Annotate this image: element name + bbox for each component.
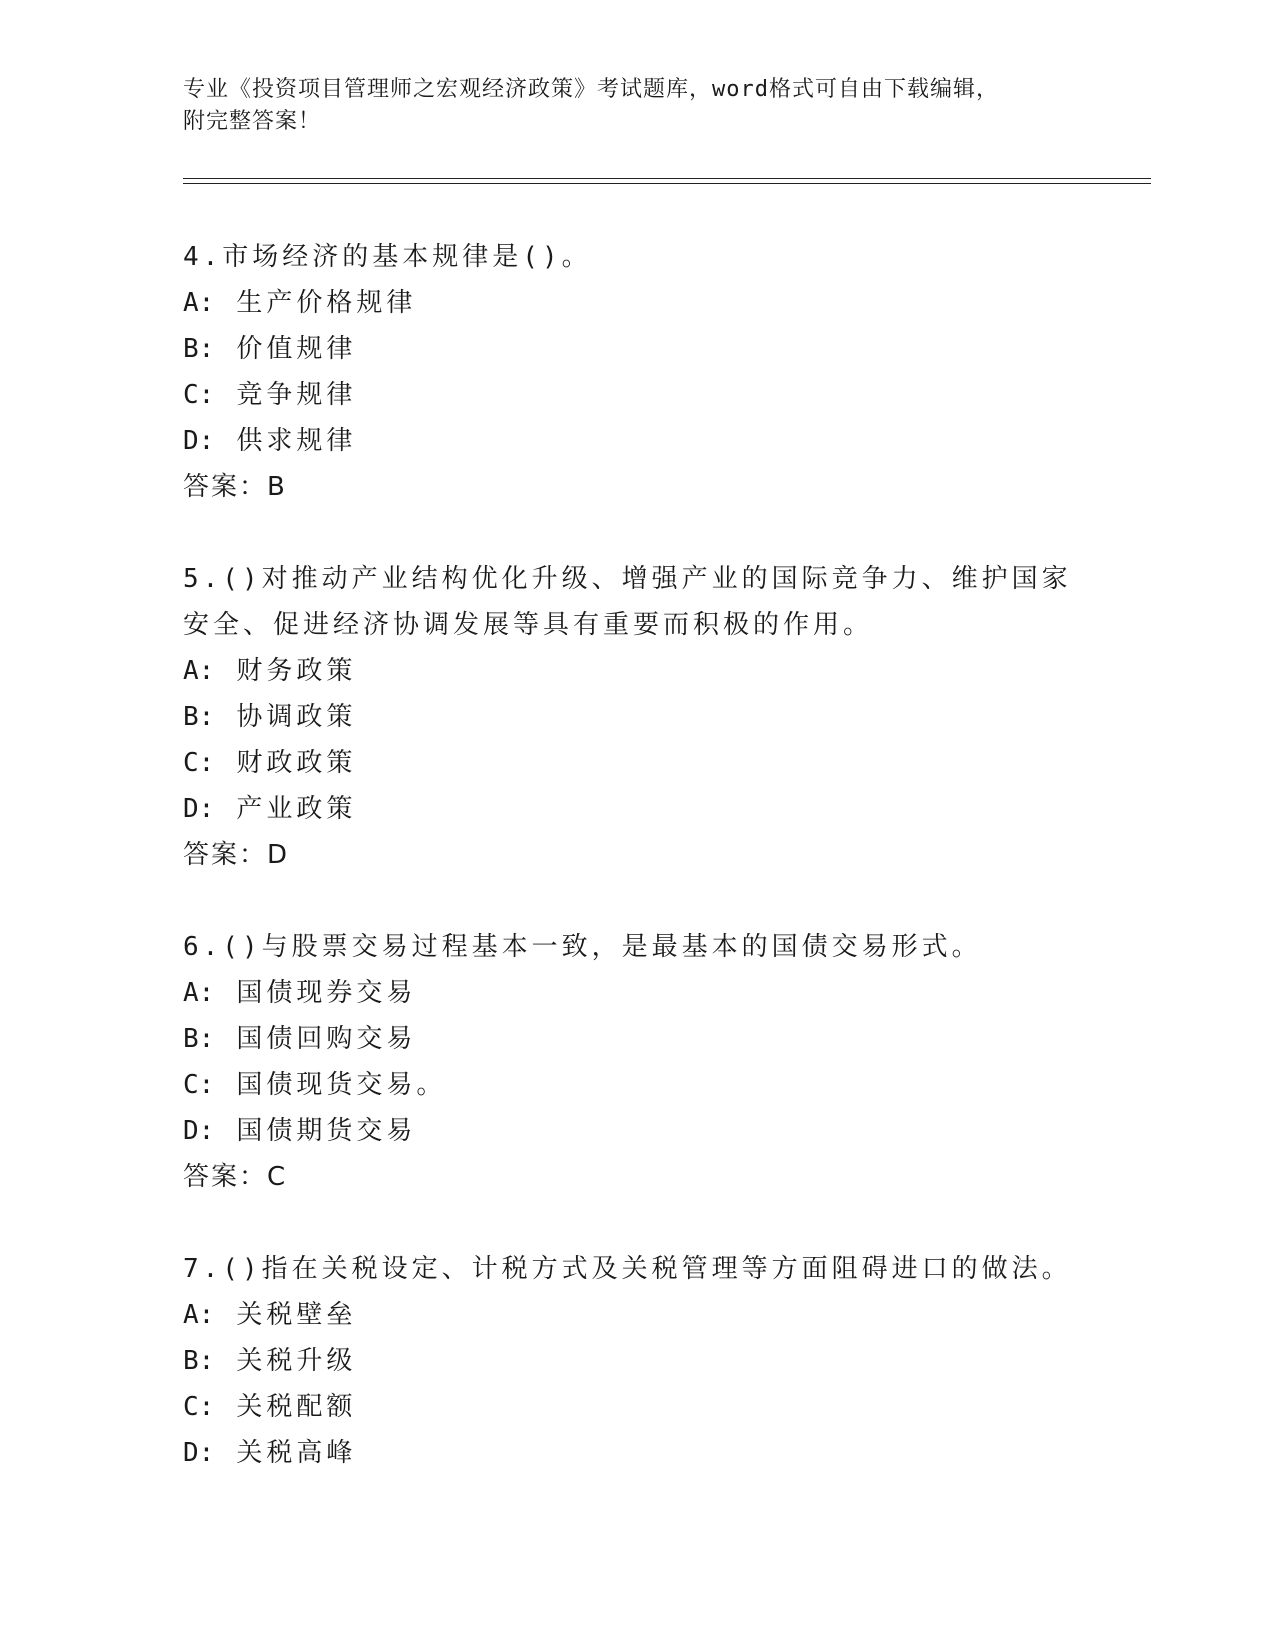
option-letter: D:	[183, 1438, 215, 1468]
option-text: 竞争规律	[236, 380, 357, 410]
option-letter: A:	[183, 288, 215, 318]
question-list	[183, 234, 1083, 1522]
header-line-1: 专业《投资项目管理师之宏观经济政策》考试题库，word格式可自由下载编辑，	[183, 77, 999, 102]
question-5	[183, 556, 1083, 878]
question-text: 5.()对推动产业结构优化升级、增强产业的国际竞争力、维护国家安全、促进经济协调发展等具有重要而积极的作用。	[183, 564, 1072, 640]
option-c	[183, 740, 1083, 786]
option-text: 生产价格规律	[236, 288, 417, 318]
option-c	[183, 372, 1083, 418]
header-line-2: 附完整答案！	[183, 109, 322, 134]
option-letter: D:	[183, 426, 215, 456]
question-text: 4.市场经济的基本规律是()。	[183, 242, 592, 272]
option-letter: B:	[183, 1346, 215, 1376]
answer: 答案：D	[183, 840, 290, 870]
option-a	[183, 648, 1083, 694]
option-text: 关税配额	[236, 1392, 357, 1422]
option-letter: D:	[183, 794, 215, 824]
option-letter: C:	[183, 380, 215, 410]
document-header	[183, 74, 1083, 138]
question-6	[183, 924, 1083, 1200]
option-text: 产业政策	[236, 794, 357, 824]
option-letter: B:	[183, 702, 215, 732]
option-text: 供求规律	[236, 426, 357, 456]
option-text: 价值规律	[236, 334, 357, 364]
option-text: 国债现货交易。	[236, 1070, 447, 1100]
option-d	[183, 786, 1083, 832]
option-letter: B:	[183, 334, 215, 364]
option-text: 关税壁垒	[236, 1300, 357, 1330]
option-letter: C:	[183, 748, 215, 778]
option-text: 财务政策	[236, 656, 357, 686]
header-divider-top	[183, 178, 1151, 179]
option-text: 关税升级	[236, 1346, 357, 1376]
option-text: 财政政策	[236, 748, 357, 778]
option-letter: D:	[183, 1116, 215, 1146]
question-text: 7.()指在关税设定、计税方式及关税管理等方面阻碍进口的做法。	[183, 1254, 1072, 1284]
answer: 答案：C	[183, 1162, 288, 1192]
option-a	[183, 970, 1083, 1016]
answer: 答案：B	[183, 472, 287, 502]
option-c	[183, 1062, 1083, 1108]
question-text: 6.()与股票交易过程基本一致，是最基本的国债交易形式。	[183, 932, 982, 962]
option-d	[183, 1108, 1083, 1154]
option-letter: A:	[183, 656, 215, 686]
option-text: 国债期货交易	[236, 1116, 417, 1146]
option-d	[183, 1430, 1083, 1476]
option-d	[183, 418, 1083, 464]
question-4	[183, 234, 1083, 510]
option-text: 关税高峰	[236, 1438, 357, 1468]
header-divider-bottom	[183, 183, 1151, 184]
option-letter: A:	[183, 978, 215, 1008]
option-a	[183, 1292, 1083, 1338]
option-a	[183, 280, 1083, 326]
option-b	[183, 1338, 1083, 1384]
option-text: 国债现券交易	[236, 978, 417, 1008]
option-letter: A:	[183, 1300, 215, 1330]
option-b	[183, 1016, 1083, 1062]
question-7	[183, 1246, 1083, 1476]
option-text: 国债回购交易	[236, 1024, 417, 1054]
option-c	[183, 1384, 1083, 1430]
option-letter: C:	[183, 1392, 215, 1422]
option-letter: B:	[183, 1024, 215, 1054]
option-b	[183, 326, 1083, 372]
option-letter: C:	[183, 1070, 215, 1100]
option-text: 协调政策	[236, 702, 357, 732]
option-b	[183, 694, 1083, 740]
